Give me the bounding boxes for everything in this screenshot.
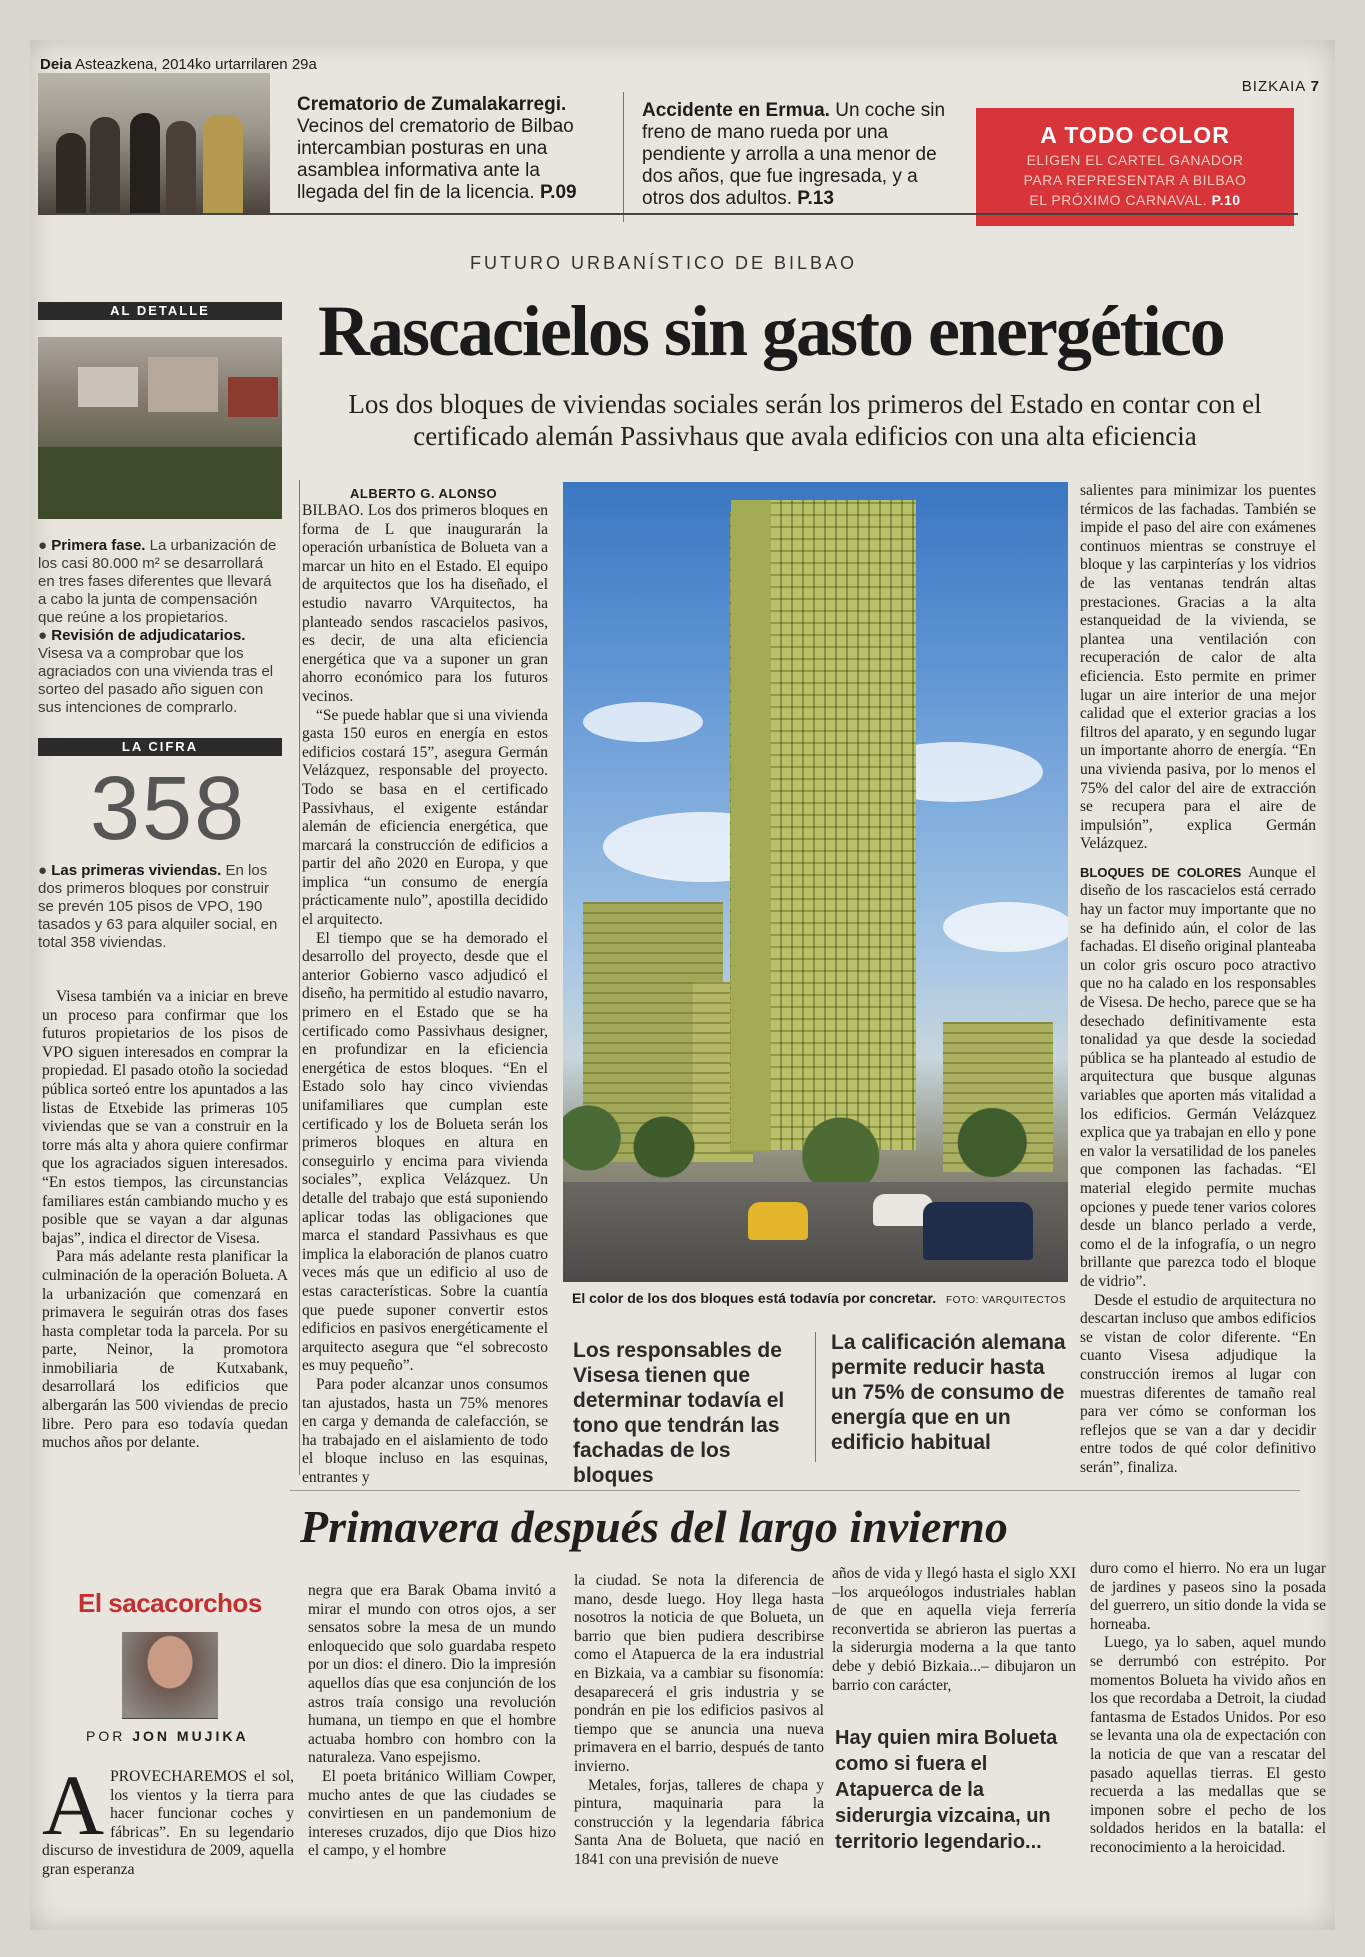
detail-item-fase: ● Primera fase. La urbanización de los casi 80.000 m² se desarrollará en tres fases diferentes que llevará a cabo la junta de compensación que reúne a los propietarios. — [38, 537, 277, 626]
section-name: BIZKAIA — [1241, 78, 1306, 95]
dropcap: A — [42, 1757, 105, 1853]
detail-item-title: Revisión de adjudicatarios. — [51, 627, 246, 644]
center-column-text — [302, 502, 548, 1487]
teaser-carnaval-page: P.10 — [1211, 192, 1241, 208]
page-headline: Rascacielos sin gasto energético — [318, 291, 1224, 371]
column-author — [86, 1728, 249, 1744]
paragraph: negra que era Barak Obama invitó a mirar el mundo con otros ojos, a ser sensatos sobre la mesa de un mundo enloquecido que solo guardaba respeto por un dios: el dinero. Dio la impresión aquellos días que esa conjunción de los astros traía consigo una revolución humana, un tiempo en que el hombre actuaba hombro con hombro con la naturaleza. Vano espejismo. — [308, 1582, 556, 1767]
detail-item-text: Visesa va a comprobar que los agraciados con una vivienda tras el sorteo del pasado año siguen con sus intenciones de comprarlo. — [38, 645, 274, 716]
teaser-ermua-line: pendiente y arrolla a una menor de — [642, 144, 937, 165]
paragraph: Para más adelante resta planificar la culminación de la operación Bolueta. A la urbanización que comenzará en primavera le seguirán otras dos fases hasta completar toda la parcela. Por su parte, Neinor, la promotora inmobiliaria de Kutxabank, desarrollará los edificios que albergarán las 500 viviendas de precio libre. Pero para eso todavía quedan muchos años por delante. — [42, 1248, 288, 1452]
teaser-carnaval-line: EL PRÓXIMO CARNAVAL. — [1029, 192, 1208, 208]
teaser-crematorio-line: llegada del fin de la licencia. — [297, 182, 535, 203]
paragraph: El tiempo que se ha demorado el desarrollo del proyecto, desde que el anterior Gobierno vasco adjudicó el diseño, ha permitido al estudio navarro, primero en el Estado que se ha certificado como Passivhaus designer, en profundizar en la eficiencia energética de estos bloques. “En el Estado solo hay cinco viviendas unifamiliares que cumplan este certificado y los de Bolueta serán los primeros bloques en altura en conseguirlo y encima para vivienda sociales”, explica Velázquez. Un detalle del trabajo que está suponiendo aplicar todas las obligaciones que marca el standard Passivhaus es que implica la elaboración de planos cuatro veces más que un edificio al uso de estas características. Sobre la cuantía que puede suponer convertir estos edificios en pasivos energéticamente el arquitecto asegura que “el sobrecosto es muy pequeño”. — [302, 929, 548, 1375]
paper-name: Deia — [40, 56, 72, 73]
author-portrait — [122, 1632, 218, 1719]
pullquote-passivhaus: La calificación alemana permite reducir hasta un 75% de consumo de energía que en un edificio habitual — [831, 1331, 1066, 1454]
tower-main — [771, 500, 916, 1150]
subhead: BLOQUES DE COLORES — [1080, 864, 1242, 880]
paragraph: Aunque el diseño de los rascacielos está cerrado hay un factor muy importante que no se ha definido aún, el color de las fachadas. El diseño original planteaba un color gris oscuro poco atractivo que no ha calado en los responsables de Visesa. De hecho, parece que se ha desechado definitivamente esta tonalidad ya que desde la sociedad pública se ha planteado al estudio de arquitectura que busque algunas variables que aporten más vitalidad a los edificios. Germán Velázquez explica que ya trabajan en ello y pone en valor la versatilidad de los paneles que componen las fachadas. “El material elegido permite muchas opciones y puede tener varios colores desde un blanco perlado a verde, como el de la infografía, o un negro brillante que parezca todo el bloque de vidrio”. — [1080, 863, 1316, 1290]
figure-label: LA CIFRA — [38, 738, 282, 756]
column-text-2 — [308, 1582, 556, 1861]
teaser-photo-crematorio — [38, 73, 270, 213]
byline: ALBERTO G. ALONSO — [350, 486, 498, 501]
teaser-ermua-line: dos años, que fue ingresada, y a — [642, 166, 918, 187]
column-headline: Primavera después del largo invierno — [300, 1501, 1008, 1552]
teaser-ermua-title: Accidente en Ermua. — [642, 100, 830, 121]
teaser-crematorio-line: asamblea informativa ante la — [297, 160, 540, 181]
big-figure: 358 — [90, 759, 247, 859]
teaser-crematorio-title: Crematorio de Zumalakarregi. — [297, 94, 567, 115]
teaser-carnaval-line: PARA REPRESENTAR A BILBAO — [1023, 172, 1247, 188]
detail-item-text: En los dos primeros bloques por construir se prevén 105 pisos de VPO, 190 tasados y 63 para alquiler social, en total 358 viviendas. — [38, 862, 278, 951]
teaser-carnaval-line: ELIGEN EL CARTEL GANADOR — [1026, 152, 1244, 168]
folio-right — [1242, 78, 1320, 95]
teaser-crematorio[interactable] — [297, 94, 597, 204]
detail-item-viviendas: ● Las primeras viviendas. En los dos primeros bloques por construir se prevén 105 pisos de VPO, 190 tasados y 63 para alquiler social, en total 358 viviendas. — [38, 862, 278, 951]
teaser-carnaval[interactable] — [976, 108, 1294, 226]
left-column-text — [42, 988, 288, 1453]
tower-rendering — [563, 482, 1068, 1282]
photo-credit: FOTO: VARQUITECTOS — [946, 1295, 1067, 1306]
detail-item-adjudicatarios: ● Revisión de adjudicatarios. Visesa va a comprobar que los agraciados con una vivienda tras el sorteo del pasado año siguen con sus intenciones de comprarlo. — [38, 627, 274, 716]
teaser-ermua-line: Un coche sin — [835, 100, 946, 121]
paragraph: Luego, ya lo saben, aquel mundo se derrumbó con estrépito. Por momentos Bolueta ha vivido años en los que recordaba a Detroit, la ciudad fantasma de Estados Unidos. Por eso se levanta una ola de expectación con la noticia de que van a rescatar del pasado aquellas tierras. El gesto recuerda a las medallas que se imponen sobre el pecho de los soldados heridos en la batalla: el reconocimiento a la heroicidad. — [1090, 1634, 1326, 1856]
caption-text: El color de los dos bloques está todavía por concretar. — [572, 1290, 937, 1306]
teaser-crematorio-line: intercambian posturas en una — [297, 138, 548, 159]
teaser-ermua[interactable] — [642, 100, 962, 210]
teaser-crematorio-page: P.09 — [539, 182, 577, 203]
pullquote-divider — [815, 1332, 816, 1462]
paragraph: salientes para minimizar los puentes térmicos de las fachadas. También se impide el paso del aire con exámenes continuos mientras se construye el bloque y las carpinterías y los vidrios de las ventanas tendrán altas prestaciones. Gracias a la alta estanqueidad de la vivienda, se plantea una ventilación con recuperación de calor de alta eficiencia. Esto permite en primer lugar un aire interior de una mejor calidad que el exterior gracias a los filtros del aparato, y en segundo lugar un importante ahorro de energía. “En una vivienda pasiva, por lo menos el 75% del calor del aire de extracción se recupera para el aire de impulsión”, explica Germán Velázquez. — [1080, 482, 1316, 853]
paragraph: Desde el estudio de arquitectura no descartan incluso que ambos edificios se vistan de color diferente. “En cuanto Visesa adjudique la construcción iremos al lugar con muestras diferentes de tamaño real para ver cómo se conforman los reflejos que se van a dar y decidir entre todos de qué color definitivo serán”, finaliza. — [1080, 1291, 1316, 1476]
section-rule — [290, 1490, 1300, 1491]
teaser-crematorio-line: Vecinos del crematorio de Bilbao — [297, 116, 574, 137]
folio-left — [40, 56, 317, 73]
paragraph: BILBAO. Los dos primeros bloques en forma de L que inaugurarán la operación urbanística de Bolueta van a marcar un hito en el Estado. El equipo de arquitectos que los ha diseñado, el estudio navarro VArquitectos, ha planteado sendos rascacielos pasivos, es decir, de una alta eficiencia energética que va a suponer un gran ahorro económico para los futuros vecinos. — [302, 502, 548, 705]
column-pullquote: Hay quien mira Bolueta como si fuera el Atapuerca de la siderurgia vizcaina, un territorio legendario... — [835, 1727, 1058, 1853]
paragraph: Para poder alcanzar unos consumos tan ajustados, hasta un 75% menores en carga y demanda de calefacción, se ha trabajado en el aislamiento de todo el bloque incluso en las esquinas, entrantes y — [302, 1375, 548, 1486]
teaser-ermua-line: freno de mano rueda por una — [642, 122, 889, 143]
paragraph: Visesa también va a iniciar en breve un proceso para confirmar que los futuros propietarios de los pisos de VPO siguen interesados en comprar la propiedad. El pasado otoño la sociedad pública sorteó entre los apuntados a las listas de Etxebide las primeras 105 viviendas que se van a construir en la torre más alta y ahora quiere confirmar que los agraciados siguen interesados. “En estos tiempos, las circunstancias familiares están cambiando mucho y es posible que se vayan a dar algunas bajas”, indica el director de Visesa. — [42, 988, 288, 1247]
photo-caption — [572, 1290, 1092, 1306]
paragraph: la ciudad. Se nota la diferencia de mano, desde luego. Hoy llega hasta nosotros la noticia de que Bolueta, un barrio que bien pudiera describirse como el Atapuerca de la era industrial en Bizkaia, va a cambiar su fisonomía: desaparecerá el gris industria y se pondrán en pie los edificios pasivos al tiempo que se anuncia una nueva primavera en el barrio, después de tanto invierno. — [574, 1572, 824, 1775]
column-label: El sacacorchos — [78, 1588, 262, 1618]
paragraph: años de vida y llegó hasta el siglo XXI –los arqueólogos industriales hablan de que en aquella vieja ferrería reconvertida se abrieron las puertas a la siderurgia moderna a la que tanto debe y debió Bizkaia...– dibujaron un barrio con carácter, — [832, 1565, 1076, 1694]
column-text-4 — [832, 1565, 1076, 1695]
column-text-3 — [574, 1572, 824, 1870]
column-text-5 — [1090, 1560, 1326, 1858]
detail-label: AL DETALLE — [38, 302, 282, 320]
teaser-ermua-line: otros dos adultos. — [642, 188, 792, 209]
paragraph: duro como el hierro. No era un lugar de jardines y paseos sino la posada del guerrero, un sitio donde la vida se horneaba. — [1090, 1560, 1326, 1633]
author-prefix: POR — [86, 1728, 126, 1744]
teaser-carnaval-title: A TODO COLOR — [1040, 122, 1230, 148]
paragraph: El poeta británico William Cowper, mucho antes de que las ciudades se convirtiesen en un pandemonium de intereses cruzados, dijo que Dios hizo el campo, y el hombre — [308, 1767, 556, 1860]
bolueta-photo — [38, 337, 282, 519]
lead-text: PROVECHAREMOS el sol, los vientos y la tierra para hacer funcionar coches y fábricas”. En su legendario discurso de investidura de 2009, aquella gran esperanza — [42, 1768, 294, 1878]
column-lead — [42, 1757, 294, 1880]
pullquote-visesa: Los responsables de Visesa tienen que determinar todavía el tono que tendrán las fachadas de los bloques — [573, 1339, 785, 1487]
teaser-ermua-page: P.13 — [797, 188, 834, 209]
detail-item-title: Primera fase. — [51, 537, 146, 554]
headline-deck: Los dos bloques de viviendas sociales serán los primeros del Estado en contar con el certificado alemán Passivhaus que avala edificios con una alta eficiencia — [348, 389, 1262, 451]
detail-item-text: La urbanización de los casi 80.000 m² se desarrollará en tres fases diferentes que llevará a cabo la junta de compensación que reúne a los propietarios. — [38, 537, 277, 626]
column-rule — [299, 480, 300, 1475]
detail-item-title: Las primeras viviendas. — [51, 862, 222, 879]
page-number: 7 — [1310, 78, 1320, 95]
issue-date: Asteazkena, 2014ko urtarrilaren 29a — [75, 56, 317, 73]
teaser-divider — [623, 92, 624, 222]
author-name: JON MUJIKA — [132, 1728, 249, 1744]
paragraph: Metales, forjas, talleres de chapa y pintura, maquinaria para la construcción y la legendaria fábrica Santa Ana de Bolueta, que nació en 1841 con una previsión de nueve — [574, 1776, 824, 1868]
teaser-bottom-rule — [38, 213, 1298, 215]
paragraph: “Se puede hablar que si una vivienda gasta 150 euros en energía en estos edificios costará 15”, asegura Germán Velázquez, responsable del proyecto. Todo se basa en el certificado Passivhaus, el exigente estándar alemán de eficiencia energética, que marcará la construcción de edificios a partir del año 2020 en Europa, y que implica “un consumo de energía prácticamente nulo”, apostilla decidido el arquitecto. — [302, 706, 548, 929]
right-column-text — [1080, 482, 1316, 1477]
section-kicker: FUTURO URBANÍSTICO DE BILBAO — [470, 253, 858, 273]
